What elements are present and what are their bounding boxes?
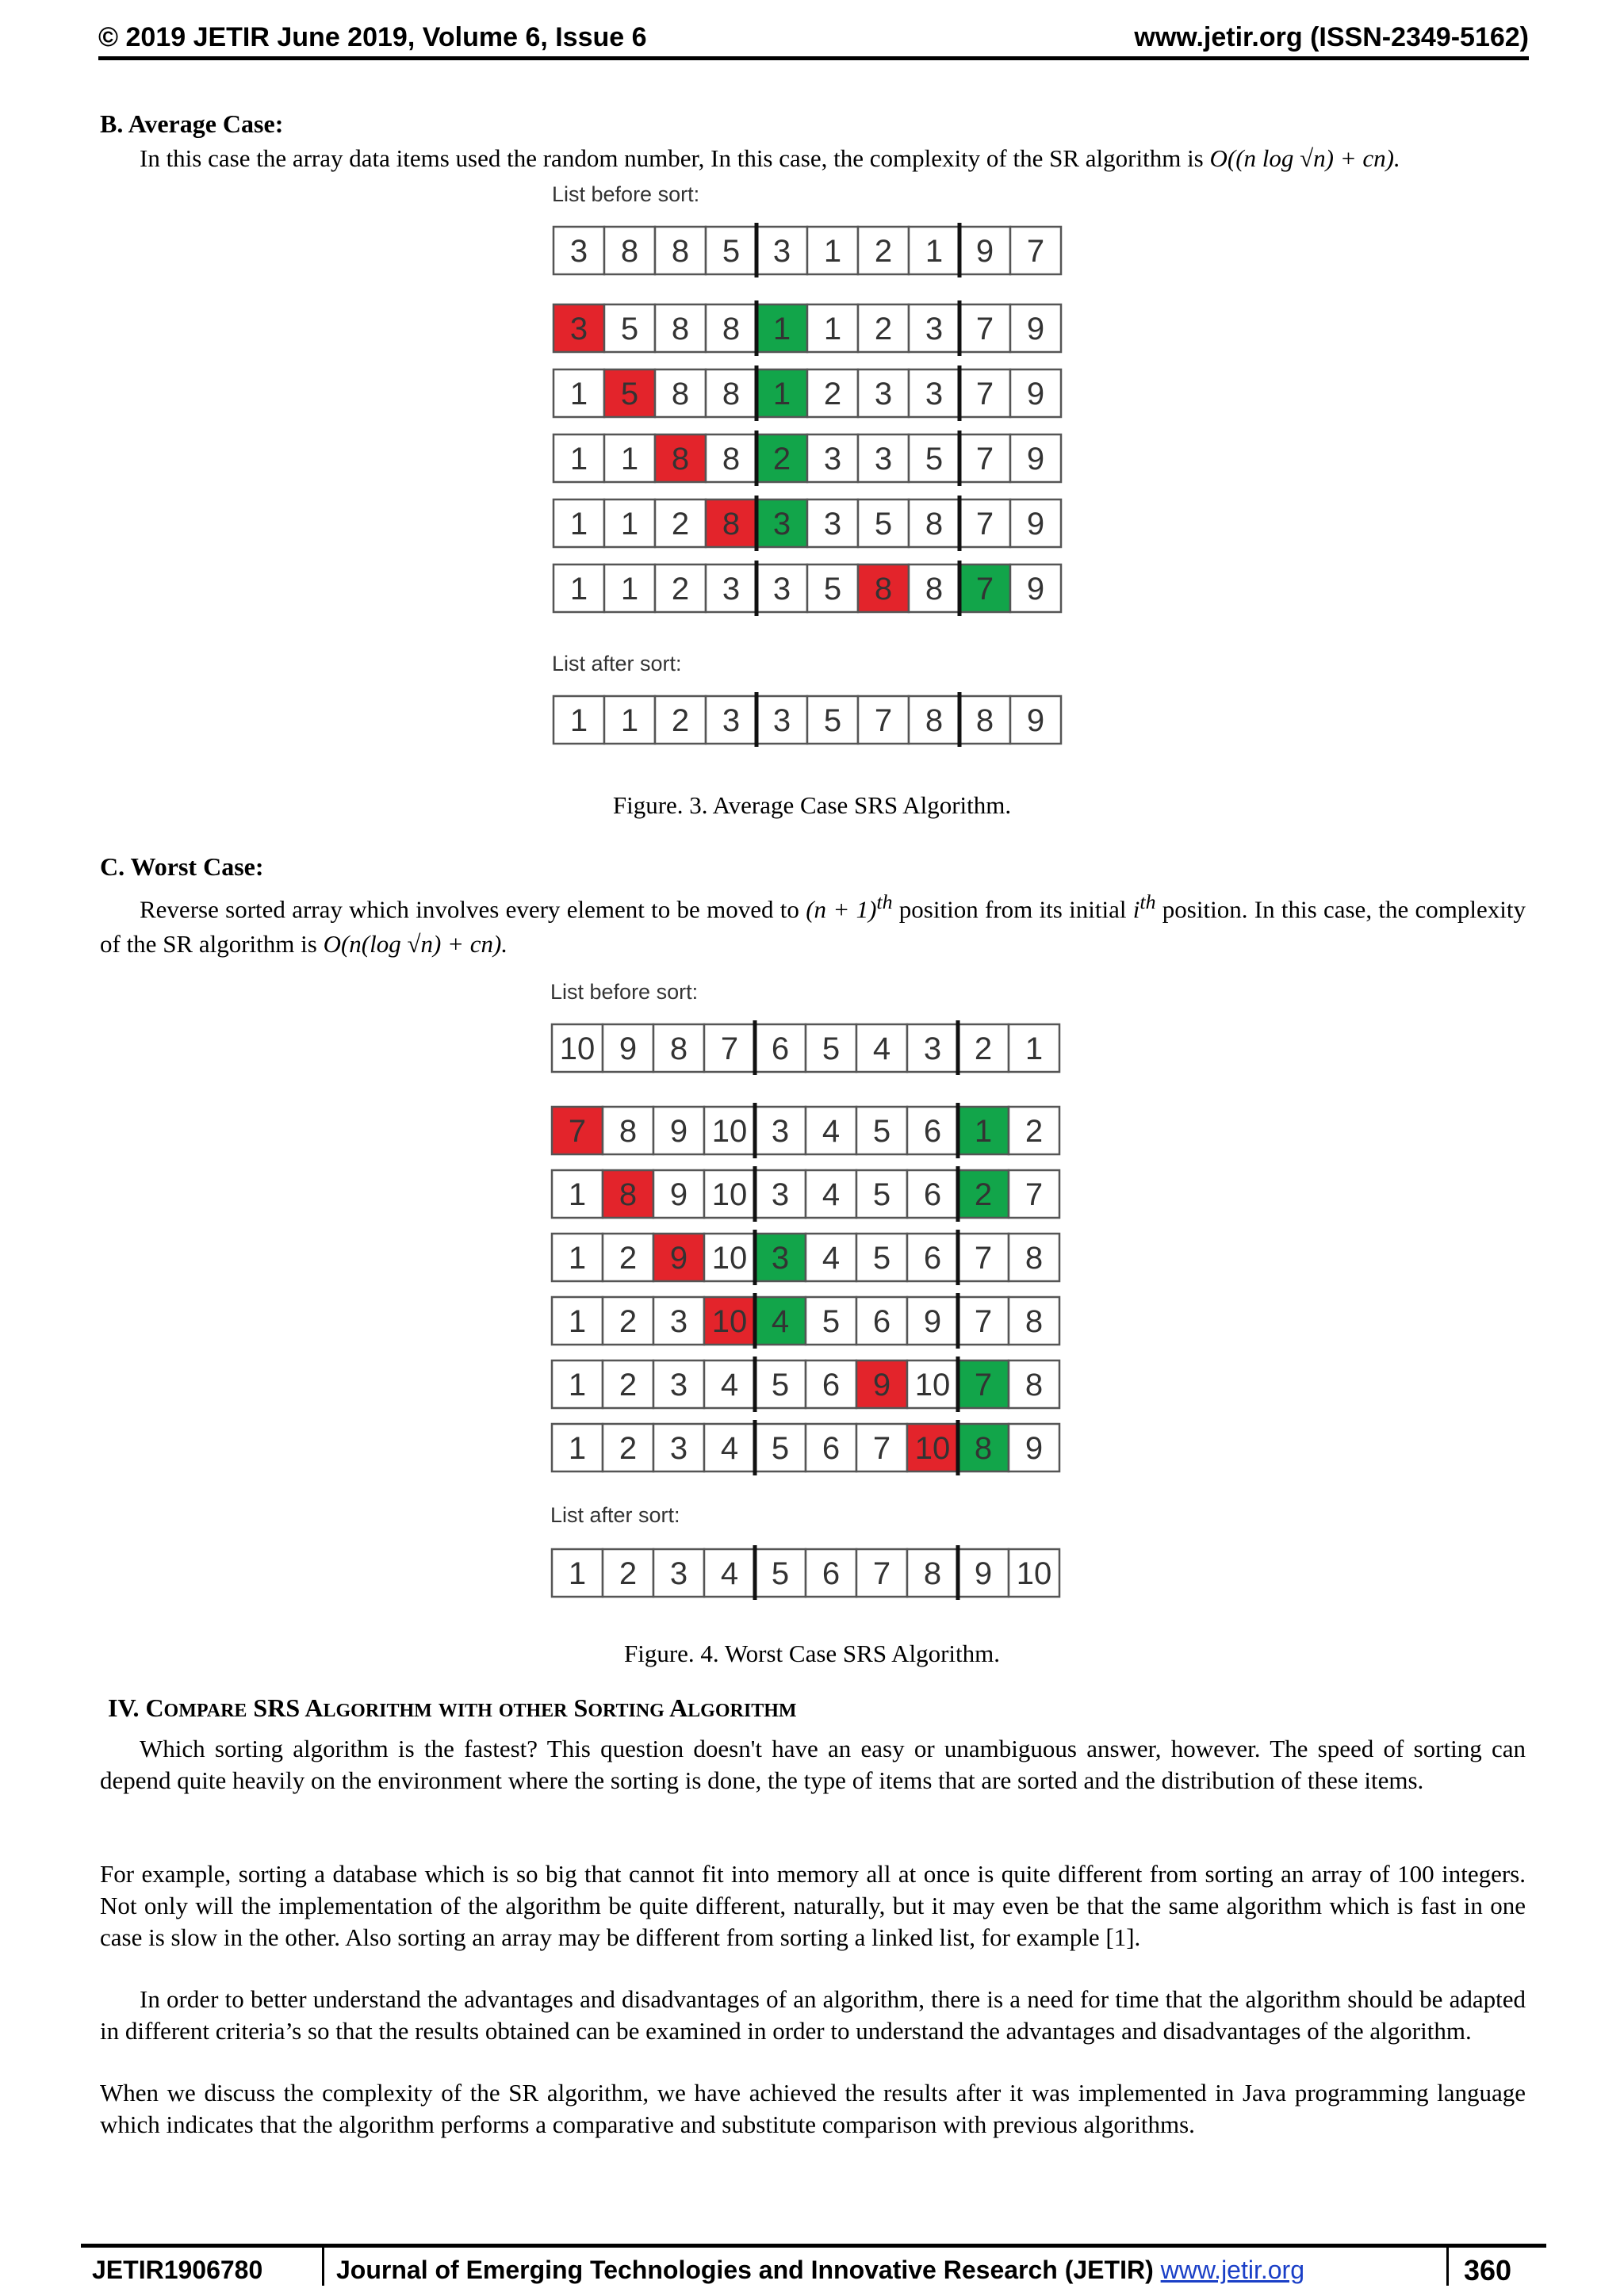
array-cell-value: 9 bbox=[1026, 703, 1045, 738]
array-cell-value: 2 bbox=[619, 1304, 638, 1339]
figure4-caption: Figure. 4. Worst Case SRS Algorithm. bbox=[623, 1640, 1001, 1667]
header-right: www.jetir.org (ISSN-2349-5162) bbox=[1134, 22, 1529, 52]
section-iv-number: IV. bbox=[108, 1693, 146, 1722]
array-cell-value: 8 bbox=[722, 312, 741, 346]
array-cell-value: 3 bbox=[771, 1177, 790, 1212]
footer-divider-right bbox=[1446, 2248, 1449, 2286]
array-cell-value: 9 bbox=[619, 1031, 638, 1066]
array-row bbox=[552, 1166, 1059, 1222]
fig3-before-row bbox=[552, 222, 1067, 277]
array-cell-value: 5 bbox=[925, 442, 944, 476]
array-cell-value: 1 bbox=[569, 572, 588, 607]
array-cell-value: 2 bbox=[671, 507, 690, 541]
array-cell-value: 8 bbox=[722, 442, 741, 476]
section-iv-paragraph-2: For example, sorting a database which is so big that cannot fit into memory all at once is quite different from sorting an array of 100 integers. Not only will the implementation of the algorithm be quite different, naturally, but it may even be that the same algorithm which is fast in one case is slow in the other. Also sorting an array may be different from sorting a linked list, for example [1]. bbox=[100, 1860, 1526, 1951]
footer-journal bbox=[336, 2256, 1304, 2285]
fig3-label-after: List after sort: bbox=[552, 652, 682, 675]
array-cell-value: 6 bbox=[822, 1556, 841, 1591]
fig4-steps bbox=[550, 1102, 1066, 1483]
array-cell-value: 1 bbox=[569, 442, 588, 476]
array-cell-value: 3 bbox=[771, 1114, 790, 1149]
array-cell-value: 7 bbox=[568, 1114, 587, 1149]
array-cell-value: 2 bbox=[1025, 1114, 1044, 1149]
array-cell-value: 4 bbox=[720, 1556, 739, 1591]
heading-word-cap: SRS bbox=[253, 1693, 301, 1722]
array-row bbox=[553, 430, 1061, 486]
array-cell-value: 1 bbox=[772, 312, 791, 346]
array-cell-value: 3 bbox=[874, 377, 893, 411]
array-cell-value: 3 bbox=[925, 377, 944, 411]
array-cell-value: 3 bbox=[823, 442, 842, 476]
array-cell-value: 9 bbox=[669, 1177, 688, 1212]
array-cell-value: 1 bbox=[568, 1304, 587, 1339]
array-cell-value: 3 bbox=[874, 442, 893, 476]
array-cell-value: 3 bbox=[569, 234, 588, 269]
heading-word-rest: OTHER bbox=[498, 1701, 568, 1721]
section-iv-heading-word bbox=[253, 1693, 300, 1722]
array-cell-value: 5 bbox=[872, 1241, 891, 1276]
array-cell-value: 5 bbox=[874, 507, 893, 541]
array-cell-value: 5 bbox=[771, 1368, 790, 1402]
heading-word-rest: OMPARE bbox=[163, 1701, 247, 1721]
array-row bbox=[553, 561, 1061, 616]
array-cell-value: 1 bbox=[823, 234, 842, 269]
array-cell-value: 1 bbox=[925, 234, 944, 269]
section-c-text-3: position. In this case, the complexity of the SR algorithm is bbox=[100, 895, 1526, 959]
array-cell-value: 10 bbox=[711, 1241, 748, 1276]
section-b-paragraph bbox=[100, 143, 1526, 174]
array-cell-value: 7 bbox=[872, 1431, 891, 1466]
array-cell-value: 3 bbox=[771, 1241, 790, 1276]
array-cell-value: 6 bbox=[822, 1431, 841, 1466]
array-cell-value: 1 bbox=[620, 703, 639, 738]
footer-link[interactable]: www.jetir.org bbox=[1160, 2256, 1304, 2284]
array-cell-value: 7 bbox=[975, 572, 994, 607]
fig3-steps bbox=[552, 300, 1067, 625]
section-c-paragraph bbox=[100, 885, 1526, 962]
array-cell-value: 6 bbox=[872, 1304, 891, 1339]
heading-word-cap: A bbox=[304, 1693, 324, 1722]
array-cell-value: 4 bbox=[720, 1368, 739, 1402]
array-cell-value: 8 bbox=[974, 1431, 993, 1466]
array-cell-value: 8 bbox=[722, 377, 741, 411]
section-c-sup-1: th bbox=[876, 890, 893, 913]
array-cell-value: 1 bbox=[568, 1431, 587, 1466]
array-cell-value: 1 bbox=[568, 1368, 587, 1402]
array-cell-value: 8 bbox=[1025, 1368, 1044, 1402]
array-cell-value: 8 bbox=[671, 234, 690, 269]
section-iv-heading-word bbox=[145, 1693, 247, 1722]
array-row bbox=[552, 1103, 1059, 1158]
array-cell-value: 1 bbox=[569, 377, 588, 411]
array-cell-value: 8 bbox=[620, 234, 639, 269]
array-cell-value: 9 bbox=[1026, 507, 1045, 541]
array-cell-value: 7 bbox=[720, 1031, 739, 1066]
array-cell-value: 2 bbox=[619, 1241, 638, 1276]
array-cell-value: 3 bbox=[669, 1304, 688, 1339]
array-cell-value: 1 bbox=[569, 703, 588, 738]
array-cell-value: 8 bbox=[925, 572, 944, 607]
array-cell-value: 7 bbox=[872, 1556, 891, 1591]
array-cell-value: 5 bbox=[822, 1031, 841, 1066]
array-row bbox=[553, 496, 1061, 551]
array-cell-value: 8 bbox=[874, 572, 893, 607]
array-cell-value: 3 bbox=[669, 1368, 688, 1402]
footer-id: JETIR1906780 bbox=[92, 2256, 263, 2284]
array-cell-value: 10 bbox=[914, 1431, 951, 1466]
array-cell-value: 2 bbox=[974, 1177, 993, 1212]
array-cell-value: 5 bbox=[771, 1431, 790, 1466]
array-cell-value: 9 bbox=[872, 1368, 891, 1402]
array-cell-value: 7 bbox=[974, 1304, 993, 1339]
array-cell-value: 2 bbox=[671, 703, 690, 738]
figure3-caption: Figure. 3. Average Case SRS Algorithm. bbox=[612, 791, 1012, 819]
array-cell-value: 7 bbox=[1026, 234, 1045, 269]
array-cell-value: 2 bbox=[974, 1031, 993, 1066]
array-cell-value: 3 bbox=[669, 1556, 688, 1591]
section-c-text-1: Reverse sorted array which involves every element to be moved to bbox=[140, 895, 806, 924]
array-cell-value: 1 bbox=[568, 1177, 587, 1212]
array-cell-value: 4 bbox=[822, 1177, 841, 1212]
array-cell-value: 6 bbox=[923, 1114, 942, 1149]
section-iv-heading bbox=[108, 1693, 797, 1723]
array-cell-value: 10 bbox=[711, 1304, 748, 1339]
array-cell-value: 3 bbox=[923, 1031, 942, 1066]
array-cell-value: 9 bbox=[1026, 572, 1045, 607]
array-cell-value: 1 bbox=[569, 507, 588, 541]
heading-word-rest: LGORITHM bbox=[323, 1701, 432, 1721]
array-cell-value: 8 bbox=[925, 507, 944, 541]
array-cell-value: 7 bbox=[975, 507, 994, 541]
array-cell-value: 4 bbox=[822, 1114, 841, 1149]
array-cell-value: 8 bbox=[722, 507, 741, 541]
array-cell-value: 3 bbox=[669, 1431, 688, 1466]
array-row bbox=[552, 1230, 1059, 1285]
heading-word-cap: S bbox=[573, 1693, 588, 1722]
section-iv-paragraph-1: Which sorting algorithm is the fastest? This question doesn't have an easy or unambiguous answer, however. The speed of sorting can depend quite heavily on the environment where the sorting is done, the type of items that are sorted and the distribution of these items. bbox=[100, 1735, 1526, 1794]
array-cell-value: 7 bbox=[975, 377, 994, 411]
fig4-before-row bbox=[550, 1020, 1066, 1075]
heading-word-rest: LGORITHM bbox=[688, 1701, 797, 1721]
array-cell-value: 6 bbox=[923, 1177, 942, 1212]
fig3-after-row bbox=[552, 691, 1067, 747]
array-cell-value: 2 bbox=[619, 1368, 638, 1402]
array-cell-value: 1 bbox=[568, 1241, 587, 1276]
array-cell-value: 7 bbox=[1025, 1177, 1044, 1212]
array-cell-value: 8 bbox=[619, 1114, 638, 1149]
array-cell-value: 2 bbox=[874, 234, 893, 269]
array-cell-value: 3 bbox=[722, 572, 741, 607]
header-left: © 2019 JETIR June 2019, Volume 6, Issue 6 bbox=[98, 22, 647, 52]
section-b-text: In this case the array data items used the random number, In this case, the complexity of the SR algorithm is bbox=[140, 144, 1210, 172]
array-cell-value: 3 bbox=[772, 572, 791, 607]
heading-word-cap: C bbox=[145, 1693, 164, 1722]
array-cell-value: 2 bbox=[619, 1431, 638, 1466]
array-cell-value: 8 bbox=[1025, 1304, 1044, 1339]
section-iv-paragraph-3: In order to better understand the advantages and disadvantages of an algorithm, there is a need for time that the algorithm should be adapted in different criteria’s so that the results obtained can be examined in order to understand the advantages and disadvantages of the algorithm. bbox=[100, 1985, 1526, 2045]
fig4-after-row bbox=[550, 1544, 1066, 1600]
array-row bbox=[553, 365, 1061, 421]
array-cell-value: 8 bbox=[975, 703, 994, 738]
array-cell-value: 1 bbox=[823, 312, 842, 346]
page-header bbox=[98, 19, 1529, 60]
array-cell-value: 3 bbox=[772, 703, 791, 738]
array-cell-value: 1 bbox=[568, 1556, 587, 1591]
footer-journal-name: Journal of Emerging Technologies and Innovative Research (JETIR) bbox=[336, 2256, 1161, 2284]
page-footer bbox=[81, 2244, 1546, 2285]
array-cell-value: 8 bbox=[1025, 1241, 1044, 1276]
fig4-label-before: List before sort: bbox=[550, 980, 699, 1004]
section-iv-heading-word bbox=[304, 1693, 431, 1722]
section-c-formula-1: (n + 1) bbox=[806, 895, 877, 924]
array-cell-value: 6 bbox=[923, 1241, 942, 1276]
fig3-label-before: List before sort: bbox=[552, 182, 700, 206]
array-cell-value: 2 bbox=[772, 442, 791, 476]
array-cell-value: 9 bbox=[974, 1556, 993, 1591]
array-cell-value: 9 bbox=[1025, 1431, 1044, 1466]
section-iv-heading-word bbox=[499, 1693, 568, 1722]
array-cell-value: 2 bbox=[619, 1556, 638, 1591]
array-cell-value: 8 bbox=[925, 703, 944, 738]
array-cell-value: 8 bbox=[671, 312, 690, 346]
section-c-formula-2: i bbox=[1132, 895, 1140, 924]
array-cell-value: 4 bbox=[720, 1431, 739, 1466]
array-cell-value: 4 bbox=[872, 1031, 891, 1066]
array-cell-value: 1 bbox=[772, 377, 791, 411]
array-cell-value: 8 bbox=[619, 1177, 638, 1212]
array-cell-value: 9 bbox=[923, 1304, 942, 1339]
array-cell-value: 2 bbox=[671, 572, 690, 607]
heading-word-rest: ORTING bbox=[588, 1701, 665, 1721]
array-row bbox=[552, 1545, 1059, 1600]
array-cell-value: 9 bbox=[1026, 377, 1045, 411]
array-cell-value: 9 bbox=[1026, 442, 1045, 476]
array-cell-value: 1 bbox=[974, 1114, 993, 1149]
section-iv-heading-word bbox=[574, 1693, 665, 1722]
section-c-formula-3: O(n(log √n) + cn). bbox=[323, 930, 508, 959]
array-cell-value: 5 bbox=[872, 1177, 891, 1212]
array-cell-value: 5 bbox=[823, 703, 842, 738]
section-c-heading: C. Worst Case: bbox=[100, 852, 264, 881]
array-cell-value: 9 bbox=[669, 1241, 688, 1276]
array-cell-value: 1 bbox=[1025, 1031, 1044, 1066]
array-cell-value: 10 bbox=[711, 1114, 748, 1149]
section-c-sup-2: th bbox=[1139, 890, 1156, 913]
array-cell-value: 3 bbox=[772, 234, 791, 269]
array-cell-value: 9 bbox=[1026, 312, 1045, 346]
array-cell-value: 9 bbox=[975, 234, 994, 269]
array-cell-value: 8 bbox=[923, 1556, 942, 1591]
array-row bbox=[552, 1357, 1059, 1412]
array-cell-value: 2 bbox=[823, 377, 842, 411]
section-b-formula: O((n log √n) + cn). bbox=[1209, 144, 1400, 172]
array-cell-value: 1 bbox=[620, 442, 639, 476]
array-cell-value: 10 bbox=[711, 1177, 748, 1212]
array-cell-value: 3 bbox=[722, 703, 741, 738]
array-cell-value: 10 bbox=[559, 1031, 596, 1066]
array-cell-value: 5 bbox=[822, 1304, 841, 1339]
array-row bbox=[552, 1020, 1059, 1075]
array-cell-value: 6 bbox=[822, 1368, 841, 1402]
section-c-text-2: position from its initial bbox=[892, 895, 1133, 924]
array-row bbox=[553, 692, 1061, 747]
heading-word-rest: WITH bbox=[438, 1701, 492, 1721]
array-cell-value: 8 bbox=[669, 1031, 688, 1066]
array-cell-value: 8 bbox=[671, 442, 690, 476]
array-cell-value: 5 bbox=[823, 572, 842, 607]
array-cell-value: 10 bbox=[914, 1368, 951, 1402]
footer-divider-left bbox=[322, 2248, 324, 2286]
array-cell-value: 10 bbox=[1016, 1556, 1052, 1591]
section-iv-heading-word bbox=[669, 1693, 796, 1722]
array-cell-value: 4 bbox=[771, 1304, 790, 1339]
array-cell-value: 2 bbox=[874, 312, 893, 346]
section-b-heading: B. Average Case: bbox=[100, 109, 284, 138]
array-cell-value: 7 bbox=[975, 442, 994, 476]
array-row bbox=[552, 1420, 1059, 1475]
array-cell-value: 6 bbox=[771, 1031, 790, 1066]
array-cell-value: 5 bbox=[620, 312, 639, 346]
array-cell-value: 5 bbox=[722, 234, 741, 269]
array-cell-value: 5 bbox=[872, 1114, 891, 1149]
array-cell-value: 5 bbox=[620, 377, 639, 411]
array-cell-value: 3 bbox=[823, 507, 842, 541]
array-cell-value: 1 bbox=[620, 572, 639, 607]
array-cell-value: 5 bbox=[771, 1556, 790, 1591]
array-cell-value: 9 bbox=[669, 1114, 688, 1149]
array-cell-value: 4 bbox=[822, 1241, 841, 1276]
array-cell-value: 8 bbox=[671, 377, 690, 411]
array-cell-value: 3 bbox=[569, 312, 588, 346]
array-cell-value: 3 bbox=[925, 312, 944, 346]
array-row bbox=[552, 1293, 1059, 1349]
fig4-label-after: List after sort: bbox=[550, 1503, 680, 1527]
array-cell-value: 7 bbox=[974, 1368, 993, 1402]
array-cell-value: 7 bbox=[975, 312, 994, 346]
array-cell-value: 3 bbox=[772, 507, 791, 541]
array-cell-value: 7 bbox=[974, 1241, 993, 1276]
section-iv-paragraph-4: When we discuss the complexity of the SR algorithm, we have achieved the results after it was implemented in Java programming language which indicates that the algorithm performs a comparative and substitute comparison with previous algorithms. bbox=[100, 2079, 1526, 2138]
section-iv-heading-word bbox=[439, 1693, 492, 1722]
array-row bbox=[553, 300, 1061, 356]
array-row bbox=[553, 223, 1061, 277]
array-cell-value: 1 bbox=[620, 507, 639, 541]
heading-word-cap: A bbox=[669, 1693, 688, 1722]
page-number: 360 bbox=[1464, 2254, 1512, 2286]
array-cell-value: 7 bbox=[874, 703, 893, 738]
